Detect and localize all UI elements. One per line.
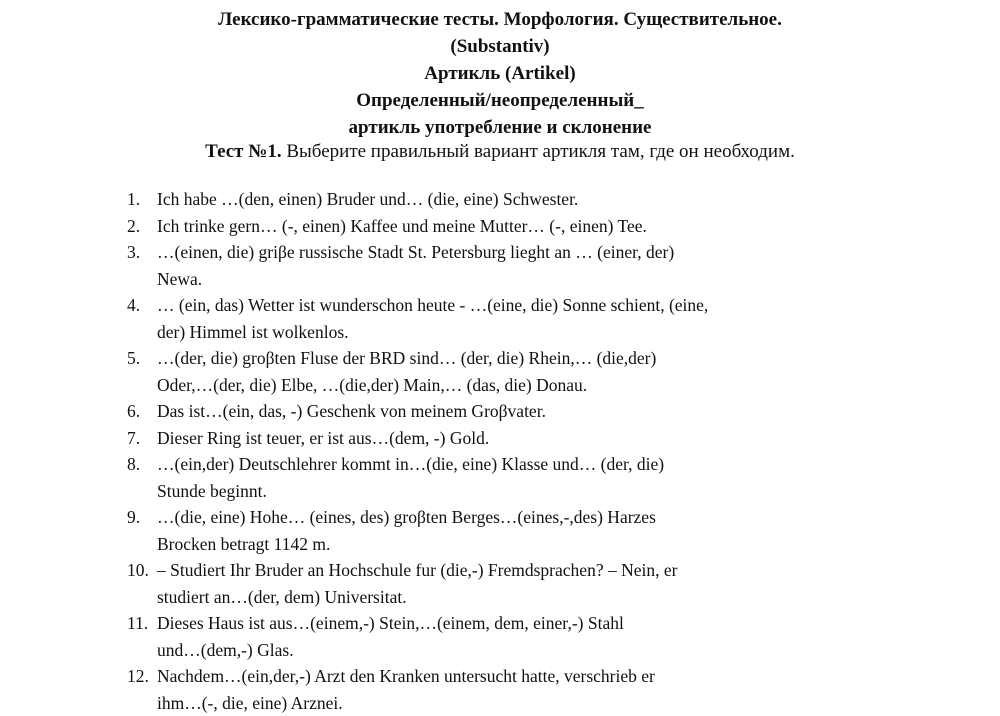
exercise-text-line: Ich trinke gern… (-, einen) Kaffee und meine Mutter… (-, einen) Tee. [157, 213, 867, 240]
exercise-text-line: Dieser Ring ist teuer, er ist aus…(dem, -) Gold. [157, 425, 867, 452]
exercise-text-line: … (ein, das) Wetter ist wunderschon heute - …(eine, die) Sonne schient, (eine, [157, 292, 867, 319]
exercise-number: 3. [127, 239, 140, 266]
exercise-text-line: Das ist…(ein, das, -) Geschenk von meinem Groβvater. [157, 398, 867, 425]
exercise-number: 8. [127, 451, 140, 478]
exercise-text-line: – Studiert Ihr Bruder an Hochschule fur (die,-) Fremdsprachen? – Nein, er [157, 557, 867, 584]
exercise-item [127, 557, 867, 610]
test-label: Тест №1. [205, 141, 281, 162]
exercise-number: 9. [127, 504, 140, 531]
exercise-item [127, 345, 867, 398]
exercise-item [127, 425, 867, 452]
exercise-text-line: …(die, eine) Hohe… (eines, des) groβten Berges…(eines,-,des) Harzes [157, 504, 867, 531]
exercise-item [127, 504, 867, 557]
exercise-text-line: Ich habe …(den, einen) Bruder und… (die, eine) Schwester. [157, 186, 867, 213]
exercise-number: 10. [127, 557, 149, 584]
exercise-text-line: Stunde beginnt. [157, 478, 867, 505]
exercise-text-line: Brocken betragt 1142 m. [157, 531, 867, 558]
exercise-text-line: studiert an…(der, dem) Universitat. [157, 584, 867, 611]
exercise-item [127, 398, 867, 425]
exercise-item [127, 663, 867, 716]
exercise-number: 6. [127, 398, 140, 425]
exercise-text-line: Oder,…(der, die) Elbe, …(die,der) Main,… (das, die) Donau. [157, 372, 867, 399]
exercise-text-line: ihm…(-, die, eine) Arznei. [157, 690, 867, 716]
exercise-text-line: …(einen, die) griβe russische Stadt St. Petersburg lieght an … (einer, der) [157, 239, 867, 266]
exercise-text-line: …(ein,der) Deutschlehrer kommt in…(die, eine) Klasse und… (der, die) [157, 451, 867, 478]
exercise-text-line: und…(dem,-) Glas. [157, 637, 867, 664]
exercise-text-line: Nachdem…(ein,der,-) Arzt den Kranken untersucht hatte, verschrieb er [157, 663, 867, 690]
exercise-text-line: der) Himmel ist wolkenlos. [157, 319, 867, 346]
exercise-text-line: Newa. [157, 266, 867, 293]
exercise-item [127, 186, 867, 213]
exercise-text-line: Dieses Haus ist aus…(einem,-) Stein,…(einem, dem, einer,-) Stahl [157, 610, 867, 637]
exercise-item [127, 239, 867, 292]
exercise-item [127, 213, 867, 240]
title-line: (Substantiv) [0, 33, 1000, 60]
title-line: Определенный/неопределенный_ [0, 87, 1000, 114]
title-line: артикль употребление и склонение [0, 114, 1000, 141]
exercise-number: 4. [127, 292, 140, 319]
exercise-number: 5. [127, 345, 140, 372]
document-title [0, 6, 1000, 141]
exercise-list [127, 186, 867, 716]
exercise-text-line: …(der, die) groβten Fluse der BRD sind… (der, die) Rhein,… (die,der) [157, 345, 867, 372]
test-instruction [0, 138, 1000, 165]
title-line: Артикль (Artikel) [0, 60, 1000, 87]
exercise-number: 2. [127, 213, 140, 240]
exercise-item [127, 292, 867, 345]
instruction-text: Выберите правильный вариант артикля там, где он необходим. [282, 141, 795, 162]
exercise-item [127, 451, 867, 504]
exercise-number: 12. [127, 663, 149, 690]
exercise-number: 7. [127, 425, 140, 452]
exercise-number: 11. [127, 610, 148, 637]
title-line: Лексико-грамматические тесты. Морфология. Существительное. [0, 6, 1000, 33]
exercise-item [127, 610, 867, 663]
exercise-number: 1. [127, 186, 140, 213]
